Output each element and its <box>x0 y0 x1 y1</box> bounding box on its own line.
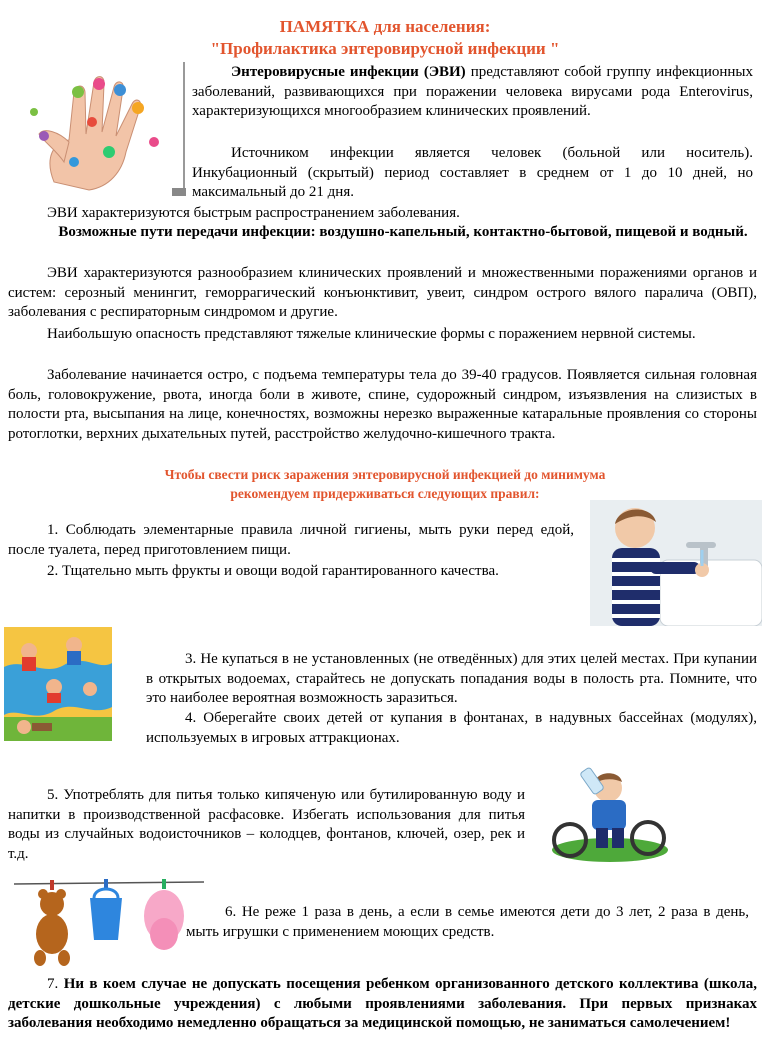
rule-5: 5. Употреблять для питья только кипяченую или бутилированную воду и напитки в производственной расфасовке. Избегать использования для питья воды из случайных водоисточников – колодцев, фонтанов, ключей, озер, рек и т.д. <box>8 787 525 862</box>
source-paragraph: Источником инфекции является человек (больной или носитель). Инкубационный (скрытый) период составляет в среднем от 1 до 10 дней, но максимальный до 21 дня. <box>192 145 753 201</box>
intro-paragraph <box>192 63 753 122</box>
rule-6: 6. Не реже 1 раза в день, а если в семье имеются дети до 3 лет, 2 раза в день, мыть игрушки с применением моющих средств. <box>186 904 749 940</box>
rule-3: 3. Не купаться в не установленных (не отведённых) для этих целей местах. При купании в открытых водоемах, старайтесь не допускать попадания воды в полость рта. Помните, что это наиболее вероятная возможность заразиться. <box>146 651 757 707</box>
memo-title: ПАМЯТКА для населения: <box>279 17 491 36</box>
intro-lead-term: Энтеровирусные инфекции (ЭВИ) <box>231 64 466 80</box>
boy-drinking-image <box>550 762 670 862</box>
hand-viruses-image <box>14 62 186 196</box>
recommend-line1: Чтобы свести риск заражения энтеровирусной инфекцией до минимума <box>164 467 606 482</box>
rule-7 <box>8 975 757 1034</box>
manifestations-paragraph: ЭВИ характеризуются разнообразием клинических проявлений и множественными поражениями органов и систем: серозный менингит, геморрагический конъюнктивит, увеит, синдром острого вялого паралича (ОВП), заболевания с респираторным синдромом и другие. <box>8 265 757 321</box>
rule-2: 2. Тщательно мыть фрукты и овощи водой гарантированного качества. <box>47 563 499 579</box>
child-washing-hands-image <box>590 500 762 626</box>
rule-4: 4. Оберегайте своих детей от купания в фонтанах, в надувных бассейнах (модулях), используемых в игровых аттракционах. <box>146 710 757 746</box>
recommend-line2: рекомендуем придерживаться следующих правил: <box>230 486 540 501</box>
routes-paragraph: Возможные пути передачи инфекции: воздушно-капельный, контактно-бытовой, пищевой и водный. <box>58 224 748 240</box>
rule-7-text: Ни в коем случае не допускать посещения ребенком организованного детского коллектива (школа, детские дошкольные учреждения) с любыми проявлениями заболевания. При первых признаках заболевания необходимо немедленно обращаться за медицинской помощью, не заниматься самолечением! <box>8 976 758 1032</box>
washed-toys-image <box>14 876 204 970</box>
danger-paragraph: Наибольшую опасность представляют тяжелые клинические формы с поражением нервной системы. <box>47 326 696 342</box>
spread-paragraph: ЭВИ характеризуются быстрым распространением заболевания. <box>47 205 460 221</box>
children-swimming-image <box>4 627 112 741</box>
intro-lead-text: представляют собой группу инфекционных заболеваний, развивающихся при поражении человека вирусами рода Enterovirus, характеризующихся многообразием клинических проявлений. <box>192 64 753 120</box>
onset-paragraph: Заболевание начинается остро, с подъема температуры тела до 39-40 градусов. Появляется сильная головная боль, головокружение, рвота, иногда боли в животе, спине, судорожный синдром, изъязвления на слизистых в полости рта, высыпания на лице, конечностях, возможны нерезко выраженные катаральные проявления со стороны ротоглотки, верхних дыхательных путей, расстройство желудочно-кишечного тракта. <box>8 367 757 442</box>
rule-7-number: 7. <box>47 976 64 992</box>
memo-subtitle: "Профилактика энтеровирусной инфекции " <box>210 39 560 58</box>
rule-1: 1. Соблюдать элементарные правила личной гигиены, мыть руки перед едой, после туалета, перед приготовлением пищи. <box>8 522 574 558</box>
